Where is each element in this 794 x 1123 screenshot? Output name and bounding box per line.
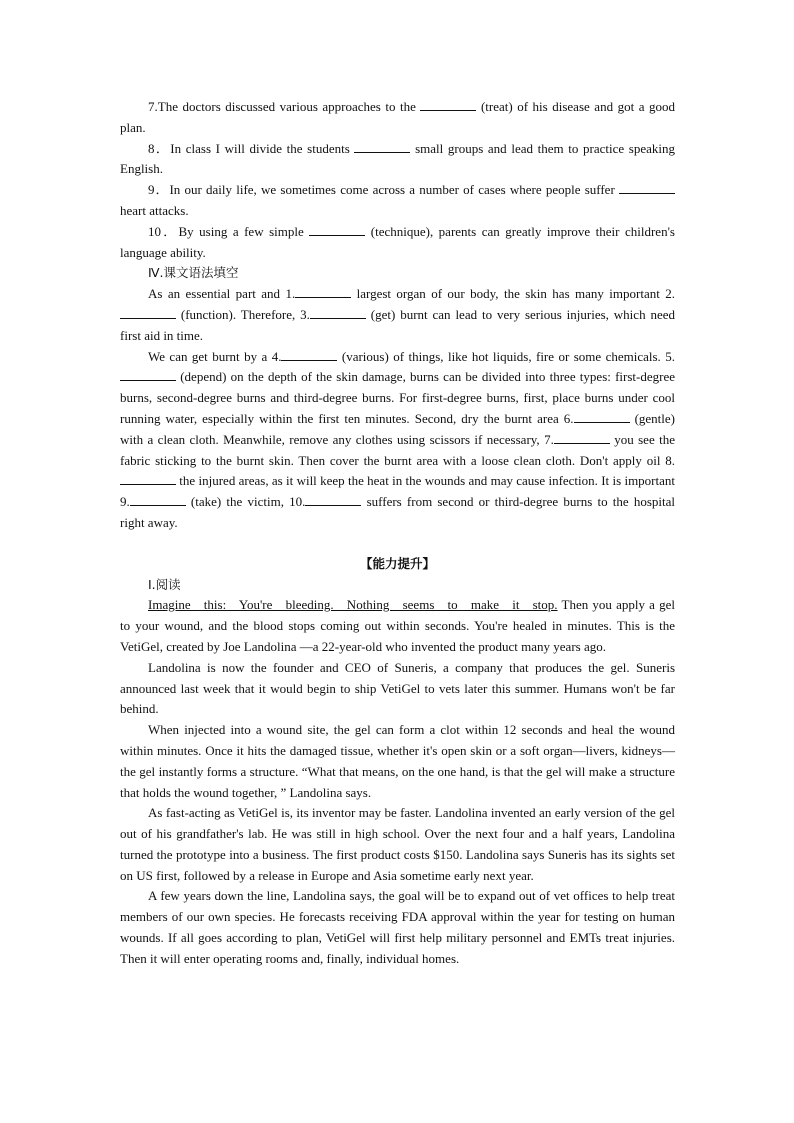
question-number: 8． [148,140,171,156]
question-number: 9． [148,182,170,198]
question-text: small groups and lead them to practice speaking English. [120,140,675,177]
reading-paragraph-4: As fast-acting as VetiGel is, its inventor may be faster. Landolina invented an early version of the gel out of his grandfather's lab. He was still in high school. Over the next four and a half years, Landolina turned the prototype into a business. The first product costs $150. Landolina says Suneris has its sights set on US first, followed by a release in Europe and Asia sometime early next year. [120,805,675,883]
ability-title: 【能力提升】 [359,555,435,571]
answer-blank[interactable] [295,285,351,298]
reading-paragraph-3: When injected into a wound site, the gel can form a clot within 12 seconds and heal the wound within minutes. Once it hits the damaged tissue, whether it's open skin or a soft organ—livers, kidneys—the gel instantly forms a structure. “What that means, on the one hand, is that the gel will make a structure that holds the wound together, ” Landolina says. [120,722,675,800]
passage-text: (function). Therefore, 3. [176,306,310,322]
answer-blank[interactable] [120,368,176,381]
question-text: (technique), parents can greatly improve their children's language ability. [120,223,675,260]
answer-blank[interactable] [310,306,366,319]
answer-blank[interactable] [574,410,630,423]
passage-text: We can get burnt by a 4. [148,348,282,364]
passage-text: the injured areas, as it will keep the heat in the wounds and may cause infection. It is important 9. [120,473,675,510]
question-text: heart attacks. [120,202,189,218]
reading-paragraph-5: A few years down the line, Landolina says, the goal will be to expand out of vet offices to help treat members of our own species. He forecasts receiving FDA approval within the year for testing on human wounds. If all goes according to plan, VetiGel will first help military personnel and EMTs treat injuries. Then it will enter operating rooms and, finally, individual homes. [120,888,675,966]
passage-text: (various) of things, like hot liquids, fire or some chemicals. 5. [337,348,675,364]
reading-paragraph-1 [120,595,675,657]
passage-text: (depend) on the depth of the skin damage, burns can be divided into three types: first-degree burns, second-degree burns and third-degree burns. For first-degree burns, first, place burns under cool running water, especially within the first ten minutes. Second, dry the burnt area 6. [120,369,675,426]
answer-blank[interactable] [130,493,186,506]
answer-blank[interactable] [309,223,365,236]
answer-blank[interactable] [305,493,361,506]
reading-paragraph-2: Landolina is now the founder and CEO of Suneris, a company that produces the gel. Suneris announced last week that it would begin to ship VetiGel to vets later this summer. Humans won't be far behind. [120,659,675,717]
question-7 [120,97,675,139]
passage-text: suffers from second or third-degree burns to the hospital right away. [120,494,675,530]
passage-text: largest organ of our body, the skin has many important 2. [351,286,676,302]
answer-blank[interactable] [554,431,610,444]
answer-blank[interactable] [120,472,176,485]
question-text: The doctors discussed various approaches to the [157,99,421,114]
question-number: 7. [148,99,158,114]
question-number: 10． [148,223,179,239]
grammar-paragraph-1 [120,284,675,346]
answer-blank[interactable] [354,140,410,153]
answer-blank[interactable] [281,348,337,361]
reading-label: Ⅰ.阅读 [148,576,181,592]
underlined-sentence: Imagine this: You're bleeding. Nothing seems to make it stop. [148,597,558,613]
passage-text: (get) burnt can lead to very serious injuries, which need first aid in time. [120,306,675,343]
question-text: (treat) of his disease and got a good plan. [120,99,675,135]
answer-blank[interactable] [420,98,476,111]
answer-blank[interactable] [619,181,675,194]
grammar-paragraph-2 [120,347,675,534]
question-text: In class I will divide the students [170,140,355,156]
question-8 [120,139,675,181]
question-text: In our daily life, we sometimes come across a number of cases where people suffer [169,182,619,198]
passage-text: As an essential part and 1. [148,286,296,302]
question-9 [120,180,675,222]
passage-text: you see the fabric sticking to the burnt skin. Then cover the burnt area with a loose clean cloth. Don't apply oil 8. [120,431,675,468]
section-heading: Ⅳ.课文语法填空 [148,265,239,281]
question-text: By using a few simple [178,223,310,239]
passage-text: (gentle) with a clean cloth. Meanwhile, remove any clothes using scissors if necessary, 7. [120,410,675,447]
passage-text: (take) the victim, 10. [185,494,306,510]
question-10 [120,222,675,264]
answer-blank[interactable] [120,306,176,319]
page-content [120,97,675,970]
passage-text: Then you apply a gel to your wound, and the blood stops coming out within seconds. You're healed in minutes. This is the VetiGel, created by Joe Landolina —a 22-year-old who invented the product many years ago. [120,597,675,654]
